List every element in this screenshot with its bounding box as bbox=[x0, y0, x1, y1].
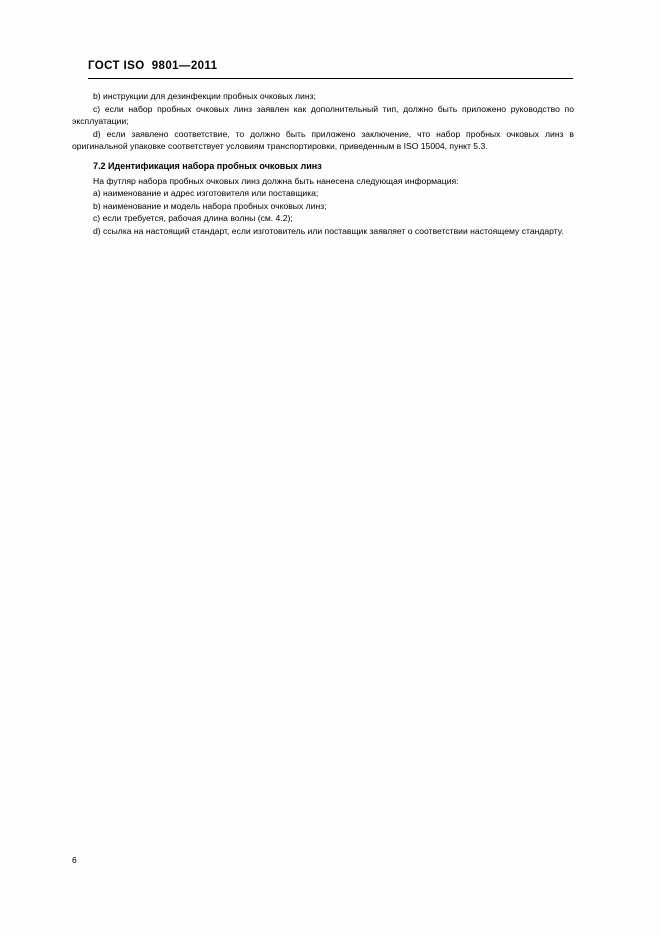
list-item-b: b) наименование и модель набора пробных очковых линз; bbox=[93, 200, 327, 211]
header-divider bbox=[88, 78, 573, 79]
list-item-a: a) наименование и адрес изготовителя или поставщика; bbox=[93, 188, 319, 199]
paragraph-c: c) если набор пробных очковых линз заявлен как дополнительный тип, должно быть приложено руководство по эксплуатации; bbox=[72, 103, 574, 127]
paragraph-d: d) если заявлено соответствие, то должно быть приложено заключение, что набор пробных очковых линз в оригинальной упаковке соответствует условиям транспортировки, приведенным в ISO 15004, пункт 5.3. bbox=[72, 128, 574, 152]
paragraph-b: b) инструкции для дезинфекции пробных очковых линз; bbox=[93, 91, 316, 101]
list-item-c: c) если требуется, рабочая длина волны (см. 4.2); bbox=[93, 213, 293, 224]
list-item-d: d) ссылка на настоящий стандарт, если изготовитель или поставщик заявляет о соответствии настоящему стандарту. bbox=[93, 225, 564, 236]
page-number: 6 bbox=[72, 855, 77, 865]
document-body bbox=[72, 90, 574, 238]
section-heading-7-2: 7.2 Идентификация набора пробных очковых линз bbox=[93, 160, 322, 171]
section-intro: На футляр набора пробных очковых линз должна быть нанесена следующая информация: bbox=[93, 175, 459, 186]
page-header: ГОСТ ISO 9801—2011 bbox=[88, 60, 218, 72]
